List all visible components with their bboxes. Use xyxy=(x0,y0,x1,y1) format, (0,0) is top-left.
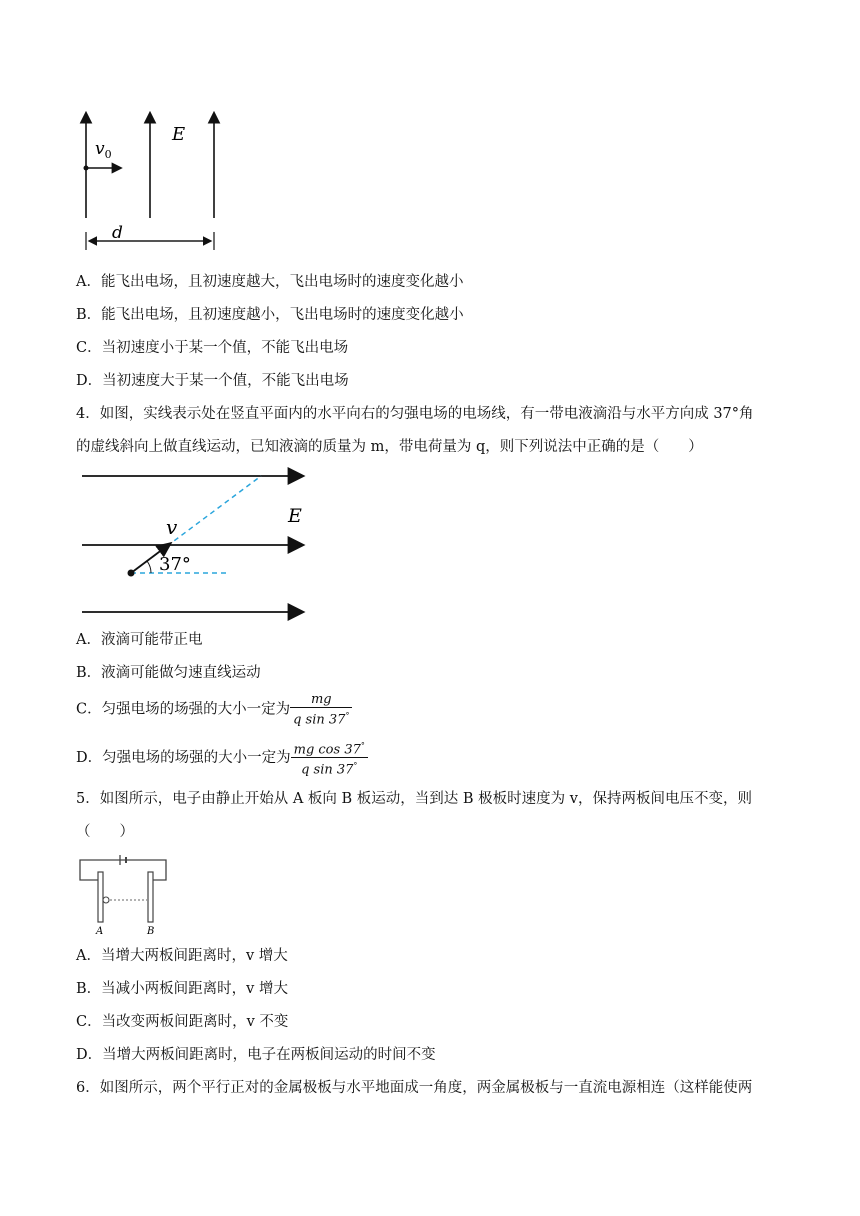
q3-option-c: C．当初速度小于某一个值，不能飞出电场 xyxy=(76,340,349,356)
electron xyxy=(103,897,109,903)
svg-text:A: A xyxy=(96,926,104,936)
q4-c-fraction: $\frac{mg}{q \sin 37^\circ}$ xyxy=(290,692,352,727)
E-label: E xyxy=(172,124,186,145)
q4-option-c: C．匀强电场的场强的大小一定为 $\frac{mg}{q \sin 37^\circ}$ xyxy=(76,692,352,727)
q5-option-a: A．当增大两板间距离时，v 增大 xyxy=(76,948,288,964)
q5-option-d: D．当增大两板间距离时，电子在两板间运动的时间不变 xyxy=(76,1047,436,1063)
plate-B xyxy=(148,872,153,922)
v0-label: $v_0$ xyxy=(95,139,112,161)
d-label: d xyxy=(112,223,123,243)
q5-stem-line2: （ ） xyxy=(76,824,134,840)
q3-option-b: B．能飞出电场，且初速度越小，飞出电场时的速度变化越小 xyxy=(76,307,464,323)
angle-label: 37° xyxy=(159,554,191,575)
figure-field-lines-v0 xyxy=(76,108,236,258)
q4-stem-line2: 的虚线斜向上做直线运动，已知液滴的质量为 m，带电荷量为 q，则下列说法中正确的是（ ） xyxy=(76,439,703,455)
q4-option-d: D．匀强电场的场强的大小一定为 $\frac{mg \cos 37^\circ}{q \sin 37^\circ}$ xyxy=(76,738,368,778)
q5-option-b: B．当减小两板间距离时，v 增大 xyxy=(76,981,288,997)
E-label-2: E xyxy=(288,505,302,527)
q6-stem-line1: 6．如图所示，两个平行正对的金属极板与水平地面成一角度，两金属极板与一直流电源相连（这样能使两 xyxy=(76,1080,753,1096)
figure-droplet-37deg xyxy=(76,466,316,626)
q5-option-c: C．当改变两板间距离时，v 不变 xyxy=(76,1014,289,1030)
q4-option-a: A．液滴可能带正电 xyxy=(76,632,203,648)
figure-capacitor-plates xyxy=(76,852,176,936)
q3-option-a: A．能飞出电场，且初速度越大，飞出电场时的速度变化越小 xyxy=(76,274,464,290)
svg-text:B: B xyxy=(147,926,155,936)
q4-stem-line1: 4．如图，实线表示处在竖直平面内的水平向右的匀强电场的电场线，有一带电液滴沿与水平方向成 37°角 xyxy=(76,406,754,422)
q5-stem-line1: 5．如图所示，电子由静止开始从 A 板向 B 板运动，当到达 B 极板时速度为 v，保持两板间电压不变，则 xyxy=(76,791,752,807)
q4-d-fraction: $\frac{mg \cos 37^\circ}{q \sin 37^\circ}$ xyxy=(291,738,368,778)
q4-option-b: B．液滴可能做匀速直线运动 xyxy=(76,665,261,681)
v-label: v xyxy=(166,515,178,539)
q3-option-d: D．当初速度大于某一个值，不能飞出电场 xyxy=(76,373,349,389)
plate-A xyxy=(98,872,103,922)
droplet-dot xyxy=(128,570,135,577)
